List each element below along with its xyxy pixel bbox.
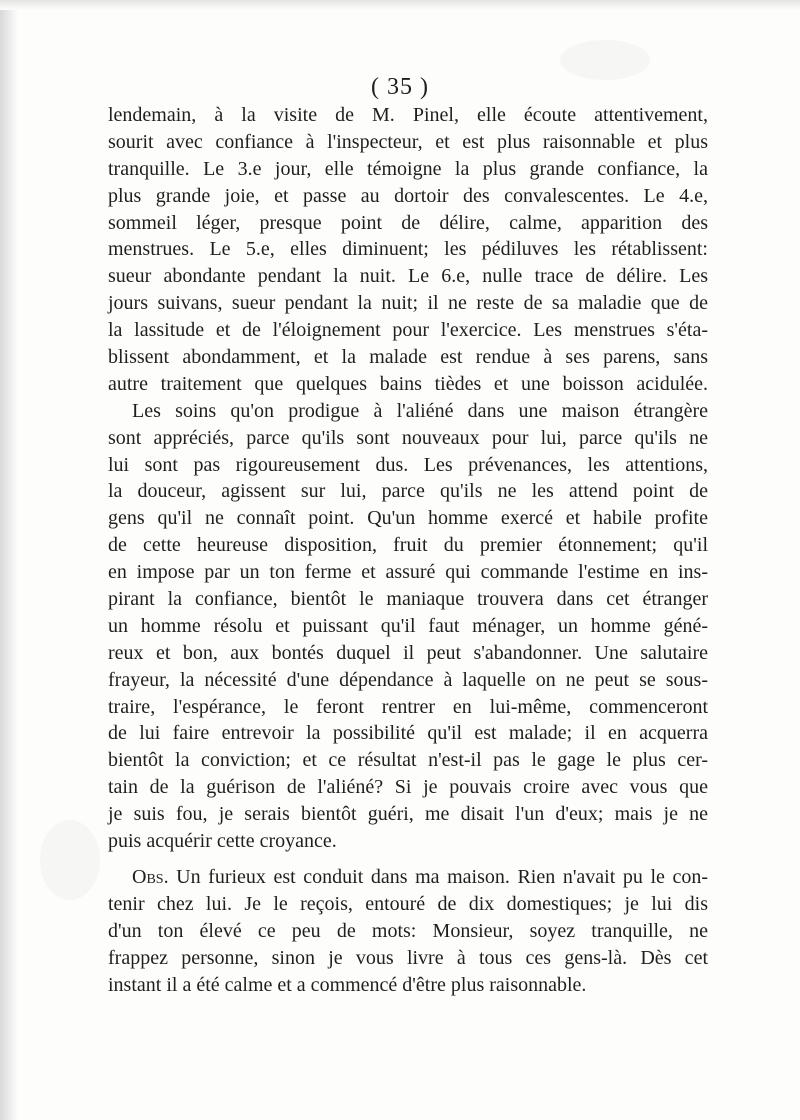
page-binding-shadow — [0, 0, 18, 1120]
text-line: traire, l'espérance, le feront rentrer en lui-même, commenceront — [108, 695, 708, 718]
text-line: sueur abondante pendant la nuit. Le 6.e, nulle trace de délire. Les — [108, 265, 708, 288]
text-line: frayeur, la nécessité d'une dépendance à laquelle on ne peut se sous- — [108, 668, 708, 691]
text-line: je suis fou, je serais bientôt guéri, me disait l'un d'eux; mais je ne — [108, 803, 708, 826]
text-line: tenir chez lui. Je le reçois, entouré de dix domestiques; je lui dis — [108, 892, 708, 915]
page-top-shadow — [0, 0, 800, 10]
text-line: d'un ton élevé ce peu de mots: Monsieur, soyez tranquille, ne — [108, 919, 708, 942]
text-line — [108, 864, 708, 891]
text-line: gens qu'il ne connaît point. Qu'un homme exercé et habile profite — [108, 507, 708, 530]
text-line: lendemain, à la visite de M. Pinel, elle écoute attentivement, — [108, 104, 708, 126]
paragraph — [108, 398, 708, 855]
text-line: de lui faire entrevoir la possibilité qu'il est malade; il en acquerra — [108, 722, 708, 745]
text-line: en impose par un ton ferme et assuré qui commande l'estime en ins- — [108, 561, 708, 584]
text-line: puis acquérir cette croyance. — [108, 830, 337, 853]
text-line: la douceur, agissent sur lui, parce qu'ils ne les attend point de — [108, 480, 708, 503]
text-line: frappez personne, sinon je vous livre à tous ces gens-là. Dès cet — [108, 946, 708, 969]
text-line: sommeil léger, presque point de délire, calme, apparition des — [108, 211, 708, 234]
text-line: instant il a été calme et a commencé d'être plus raisonnable. — [108, 973, 587, 996]
text-line: menstrues. Le 5.e, elles diminuent; les pédiluves les rétablissent: — [108, 238, 708, 261]
observation-paragraph — [108, 864, 708, 998]
text-line: tain de la guérison de l'aliéné? Si je pouvais croire avec vous que — [108, 776, 708, 799]
paragraph — [108, 102, 708, 398]
text-line: un homme résolu et puissant qu'il faut ménager, un homme géné- — [108, 614, 708, 637]
text-line: autre traitement que quelques bains tièdes et une boisson acidulée. — [108, 372, 708, 395]
text-line: tranquille. Le 3.e jour, elle témoigne la plus grande confiance, la — [108, 157, 708, 180]
text-line: Les soins qu'on prodigue à l'aliéné dans une maison étrangère — [132, 399, 708, 422]
body-text — [108, 102, 708, 855]
text-line: de cette heureuse disposition, fruit du premier étonnement; qu'il — [108, 534, 708, 557]
text-line: sont appréciés, parce qu'ils sont nouveaux pour lui, parce qu'ils ne — [108, 426, 708, 449]
text-line: lui sont pas rigoureusement dus. Les prévenances, les attentions, — [108, 453, 708, 476]
text-line: plus grande joie, et passe au dortoir des convalescentes. Le 4.e, — [108, 184, 708, 207]
observation-label: Obs. — [132, 866, 169, 888]
text-line: jours suivans, sueur pendant la nuit; il ne reste de sa maladie que de — [108, 292, 708, 315]
text-line: la lassitude et de l'éloignement pour l'exercice. Les menstrues s'éta- — [108, 319, 708, 342]
paper-stain — [40, 820, 100, 900]
text-line: sourit avec confiance à l'inspecteur, et est plus raisonnable et plus — [108, 130, 708, 153]
text-line: reux et bon, aux bontés duquel il peut s'abandonner. Une salutaire — [108, 641, 708, 664]
page-number: ( 35 ) — [371, 74, 429, 100]
text-line: blissent abondamment, et la malade est rendue à ses parens, sans — [108, 346, 708, 369]
text-line: bientôt la conviction; et ce résultat n'est-il pas le gage le plus cer- — [108, 749, 708, 772]
text-line: pirant la confiance, bientôt le maniaque trouvera dans cet étranger — [108, 588, 708, 611]
observation-first-line: Un furieux est conduit dans ma maison. Rien n'avait pu le con- — [176, 866, 708, 888]
